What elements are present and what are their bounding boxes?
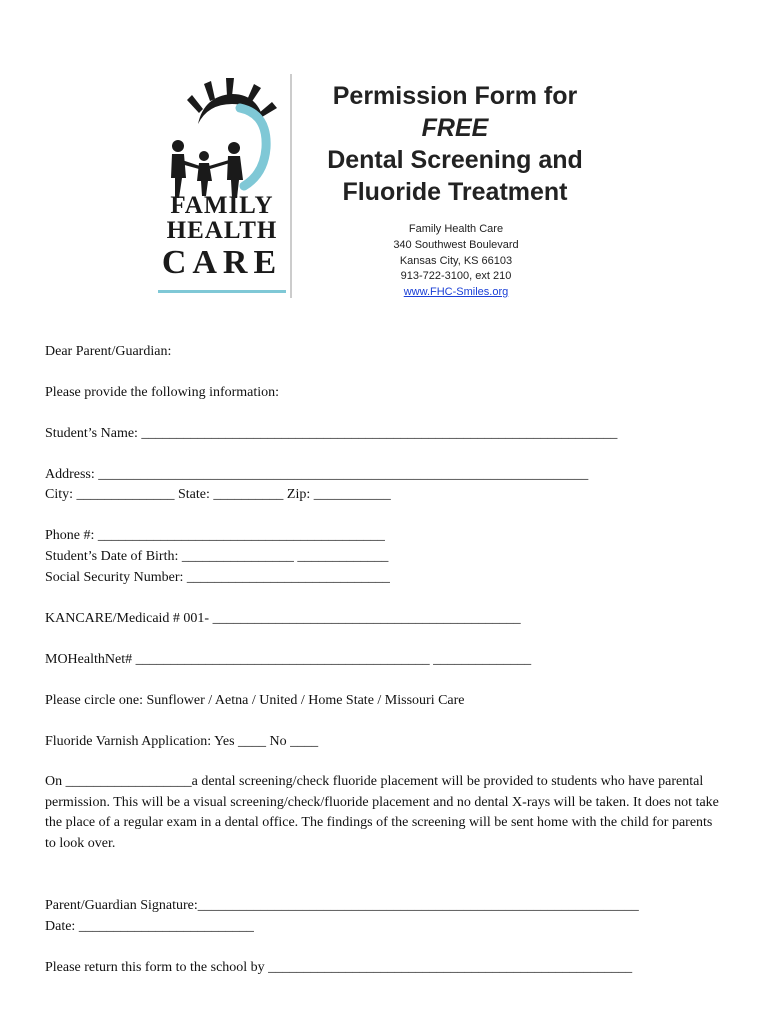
return-by-field[interactable]: Please return this form to the school by ____________________________________________________ — [45, 960, 633, 975]
greeting: Dear Parent/Guardian: — [45, 344, 172, 359]
kancare-medicaid-field[interactable]: KANCARE/Medicaid # 001- ____________________________________________ — [45, 611, 521, 626]
guardian-signature-field[interactable]: Parent/Guardian Signature:_______________________________________________________________ — [45, 898, 639, 913]
title-line-1: Permission Form for — [332, 82, 578, 110]
family-sun-icon — [154, 74, 290, 199]
logo-word-care: CARE — [161, 244, 283, 281]
logo-word-family: FAMILY — [170, 192, 274, 219]
org-name: Family Health Care — [408, 223, 504, 235]
form-title — [300, 80, 610, 208]
mohealthnet-field[interactable]: MOHealthNet# __________________________________________ ______________ — [45, 652, 532, 667]
instructions: Please provide the following information: — [45, 385, 280, 400]
logo-word-health: HEALTH — [166, 217, 278, 244]
city-state-zip: Kansas City, KS 66103 — [399, 254, 513, 267]
phone-field[interactable]: Phone #: _________________________________________ — [45, 528, 385, 543]
ssn-field[interactable]: Social Security Number: _____________________________ — [45, 570, 390, 585]
title-line-4: Fluoride Treatment — [342, 178, 568, 206]
date-of-birth-field[interactable]: Student’s Date of Birth: ________________ _____________ — [45, 549, 389, 564]
insurance-circle-options[interactable]: Please circle one: Sunflower / Aetna / United / Home State / Missouri Care — [45, 693, 465, 708]
address-block — [340, 222, 572, 301]
fluoride-varnish-field[interactable]: Fluoride Varnish Application: Yes ____ No ____ — [45, 734, 319, 749]
phone-number: 913-722-3100, ext 210 — [400, 270, 512, 283]
address-field[interactable]: Address: ______________________________________________________________________ — [45, 467, 589, 482]
website-link[interactable]: www.FHC-Smiles.org — [403, 286, 509, 299]
family-health-care-logo — [154, 74, 292, 298]
date-field[interactable]: Date: _________________________ — [45, 919, 254, 934]
city-state-zip-field[interactable]: City: ______________ State: __________ Zip: ___________ — [45, 487, 391, 502]
logo-underline — [158, 290, 286, 293]
title-line-3: Dental Screening and — [327, 146, 583, 174]
student-name-field[interactable]: Student’s Name: ____________________________________________________________________ — [45, 426, 618, 441]
screening-notice: On __________________a dental screening/check fluoride placement will be provided to students who have parental permission. This will be a visual screening/check/fluoride placement and no dental X-rays will be taken. It does not take the place of a regular exam in a dental office. The findings of the screening will be sent home with the child for parents to look over. — [45, 774, 719, 851]
title-line-2: FREE — [421, 114, 489, 142]
street-address: 340 Southwest Boulevard — [393, 238, 519, 251]
